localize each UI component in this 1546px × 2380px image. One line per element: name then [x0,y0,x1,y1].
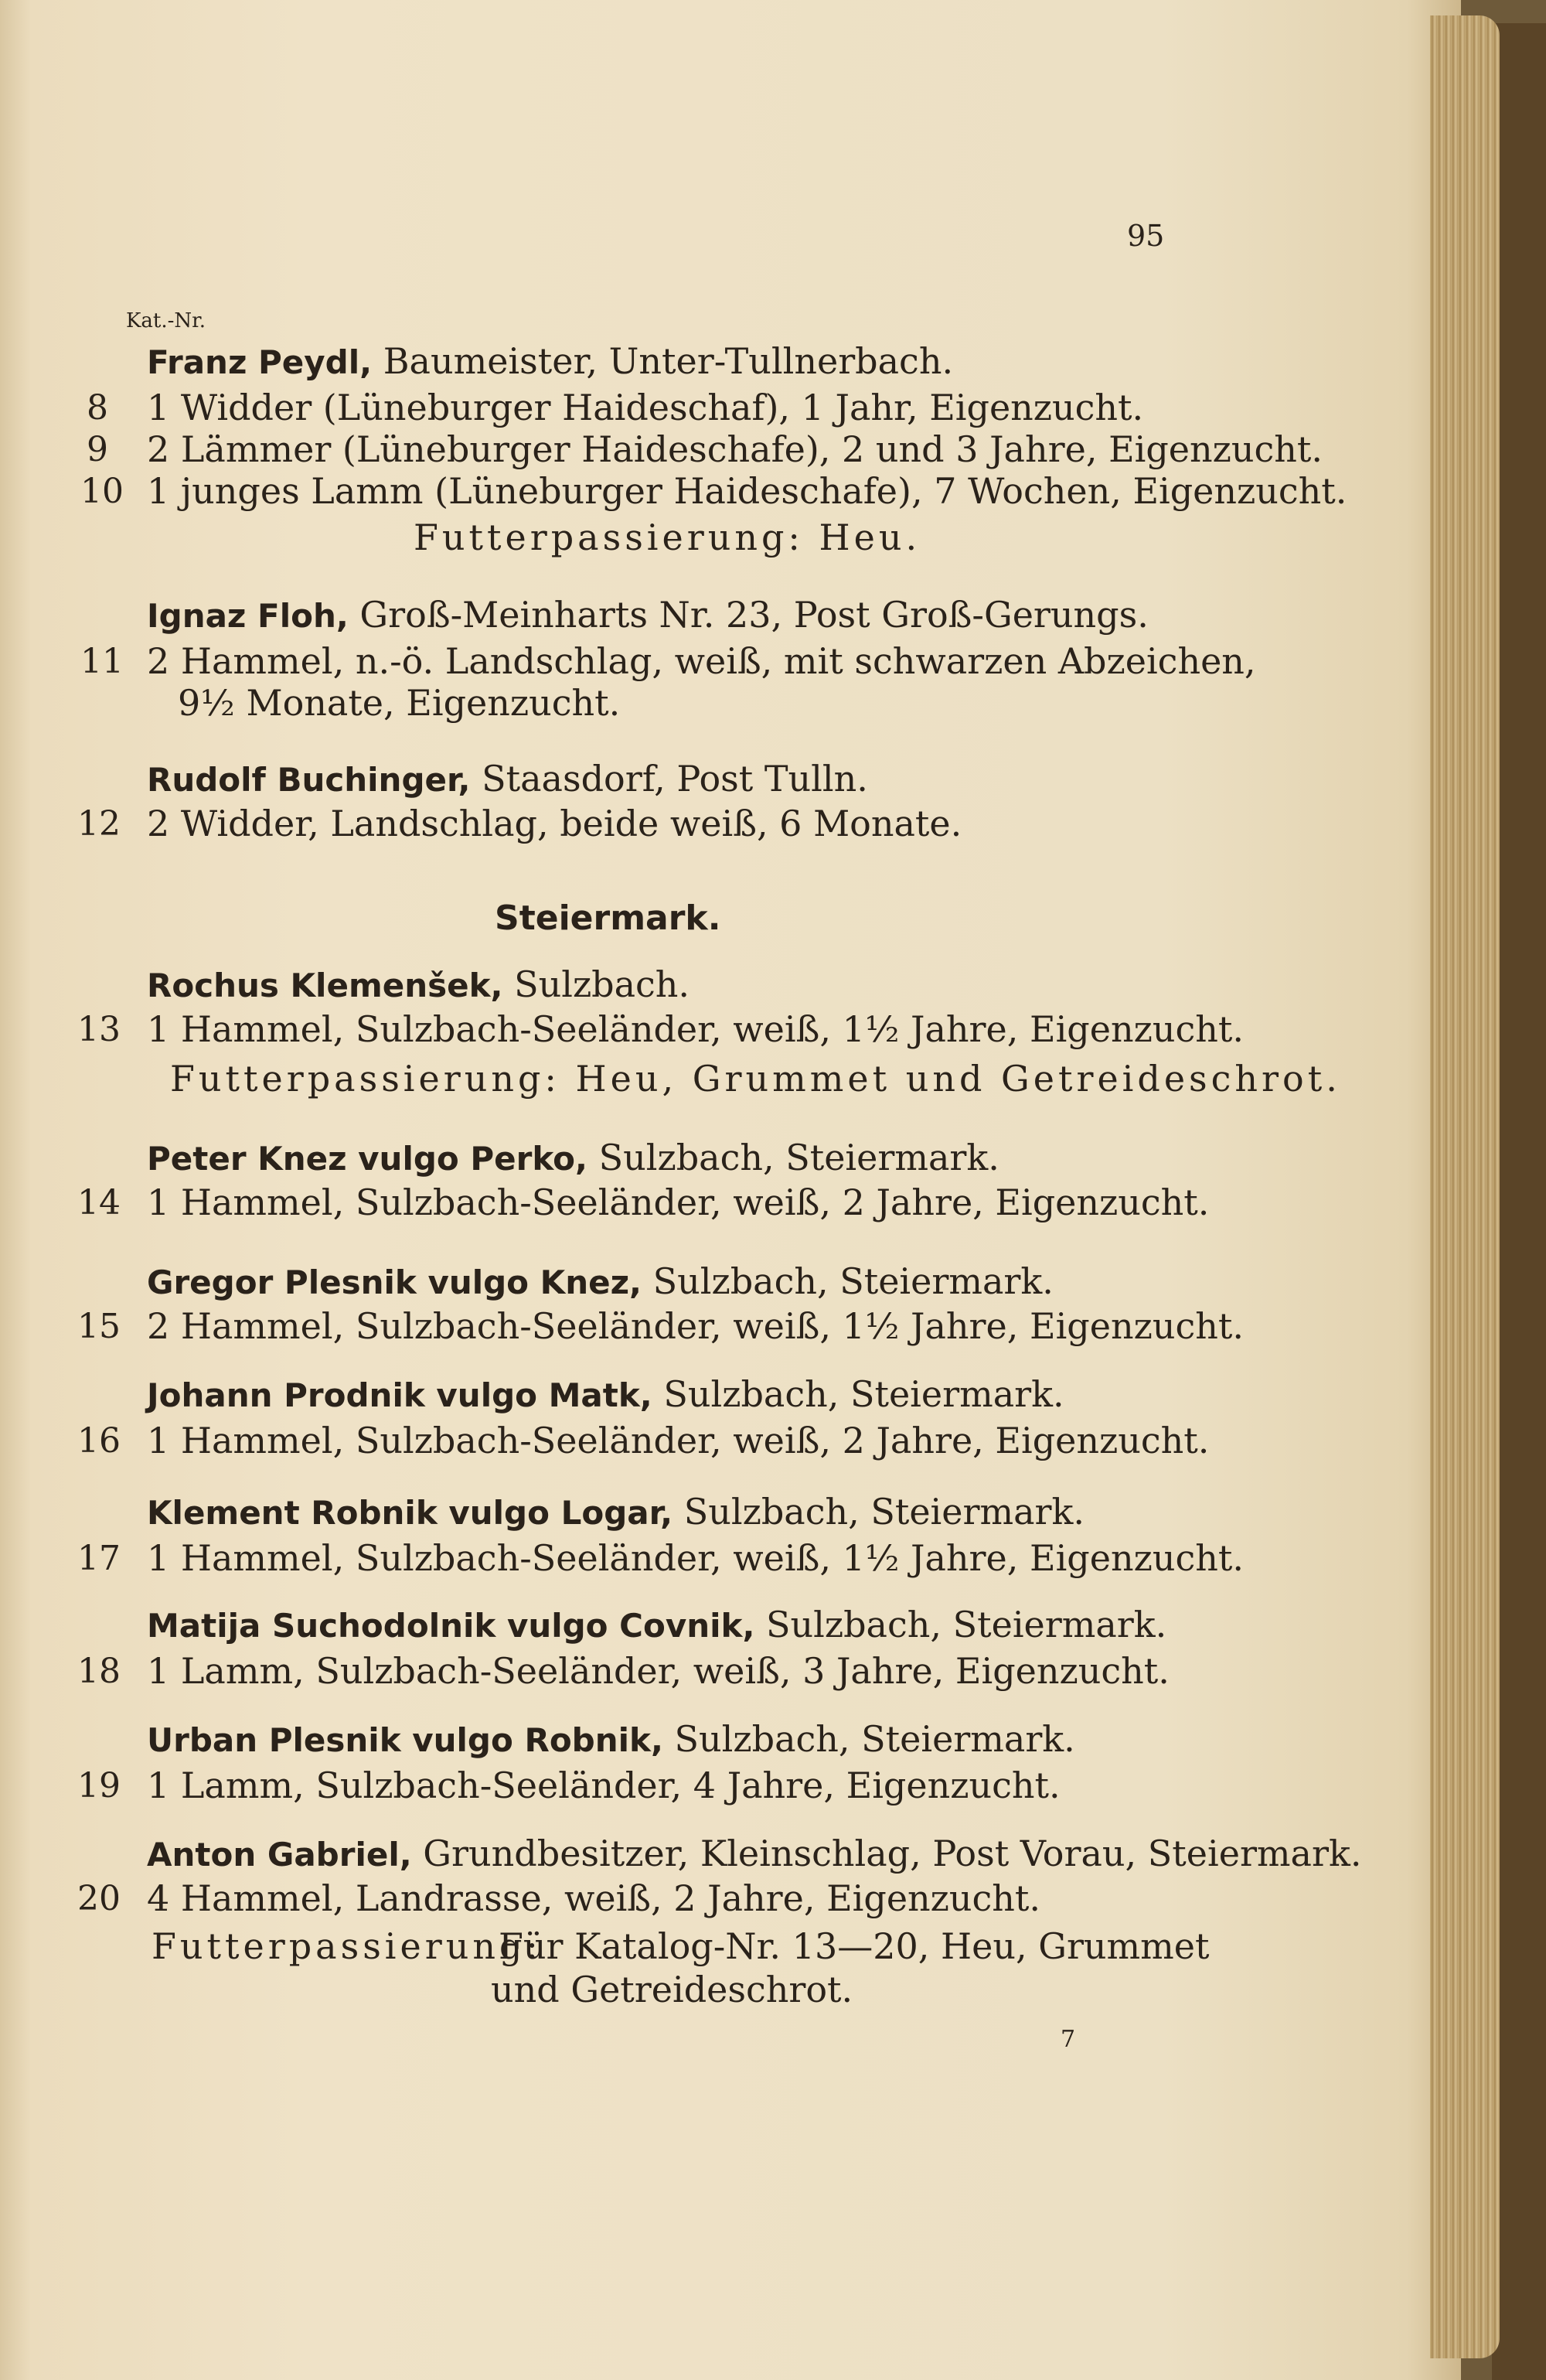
exhibitor-name: Johann Prodnik vulgo Matk, [147,1376,652,1414]
feeding-note: Futterpassierung: Heu. [414,517,921,558]
exhibitor-detail: Sulzbach, Steiermark. [587,1137,999,1178]
feeding-note: Futterpassierung: Heu, Grummet und Getreideschrot. [170,1058,1341,1100]
catalog-number: 15 [77,1307,121,1346]
section-heading: Steiermark. [495,898,721,938]
exhibitor-detail: Sulzbach. [502,963,690,1005]
catalog-number: 17 [77,1539,121,1578]
exhibitor-name: Franz Peydl, [147,343,373,381]
animal-description: 1 Hammel, Sulzbach-Seeländer, weiß, 2 Jahre, Eigenzucht. [147,1420,1210,1461]
animal-description: 1 Hammel, Sulzbach-Seeländer, weiß, 2 Jahre, Eigenzucht. [147,1181,1210,1223]
exhibitor-name: Matija Suchodolnik vulgo Covnik, [147,1607,755,1645]
exhibitor-line [147,1373,1064,1415]
catalog-number: 8 [87,388,108,428]
catalog-number: 13 [77,1010,121,1049]
catalog-number: 12 [77,804,121,844]
exhibitor-line [147,340,953,382]
catalog-number: 20 [77,1879,121,1918]
column-label: Kat.-Nr. [126,309,206,332]
exhibitor-detail: Sulzbach, Steiermark. [754,1604,1167,1645]
exhibitor-detail: Sulzbach, Steiermark. [642,1260,1054,1302]
animal-description: 2 Widder, Landschlag, beide weiß, 6 Monate. [147,803,962,844]
feeding-note: Futterpassierung: [152,1925,542,1967]
catalog-number: 19 [77,1766,121,1805]
exhibitor-line [147,1260,1054,1302]
catalog-number: 10 [80,472,124,511]
book-spine-shadow [1492,23,1546,2380]
animal-description: 1 junges Lamm (Lüneburger Haideschafe), 7 Wochen, Eigenzucht. [147,470,1347,512]
animal-description: 2 Hammel, n.-ö. Landschlag, weiß, mit schwarzen Abzeichen, [147,640,1256,682]
exhibitor-detail: Sulzbach, Steiermark. [662,1718,1075,1760]
animal-description: 1 Hammel, Sulzbach-Seeländer, weiß, 1½ Jahre, Eigenzucht. [147,1008,1244,1050]
animal-description: 4 Hammel, Landrasse, weiß, 2 Jahre, Eigenzucht. [147,1877,1041,1919]
page-edges [1430,15,1500,2358]
catalog-number: 11 [80,642,124,681]
exhibitor-name: Ignaz Floh, [147,597,349,635]
catalog-number: 18 [77,1652,121,1691]
exhibitor-name: Peter Knez vulgo Perko, [147,1140,587,1178]
exhibitor-name: Anton Gabriel, [147,1836,412,1874]
animal-description: 2 Hammel, Sulzbach-Seeländer, weiß, 1½ Jahre, Eigenzucht. [147,1305,1244,1347]
animal-description-continued: 9½ Monate, Eigenzucht. [178,682,621,724]
page-number: 95 [1127,219,1165,253]
feeding-note-detail-continued: und Getreideschrot. [491,1969,853,2010]
exhibitor-line [147,1833,1361,1874]
exhibitor-name: Klement Robnik vulgo Logar, [147,1494,673,1532]
exhibitor-detail: Sulzbach, Steiermark. [652,1373,1064,1415]
animal-description: 1 Lamm, Sulzbach-Seeländer, weiß, 3 Jahre, Eigenzucht. [147,1650,1170,1692]
catalog-number: 14 [77,1183,121,1222]
exhibitor-line [147,1491,1085,1533]
exhibitor-detail: Grundbesitzer, Kleinschlag, Post Vorau, Steiermark. [411,1833,1362,1874]
catalog-number: 9 [87,430,108,469]
exhibitor-line [147,594,1149,636]
animal-description: 1 Widder (Lüneburger Haideschaf), 1 Jahr, Eigenzucht. [147,387,1144,428]
exhibitor-name: Rochus Klemenšek, [147,967,503,1004]
exhibitor-detail: Sulzbach, Steiermark. [673,1491,1085,1533]
exhibitor-detail: Baumeister, Unter-Tullnerbach. [372,340,954,382]
exhibitor-line [147,758,868,800]
animal-description: 1 Lamm, Sulzbach-Seeländer, 4 Jahre, Eigenzucht. [147,1765,1061,1806]
exhibitor-detail: Groß-Meinharts Nr. 23, Post Groß-Gerungs. [348,594,1149,636]
exhibitor-line [147,963,690,1005]
signature-mark: 7 [1061,2026,1076,2053]
feeding-note-detail: Für Katalog-Nr. 13—20, Heu, Grummet [499,1925,1210,1967]
exhibitor-line [147,1718,1075,1760]
exhibitor-line [147,1137,999,1178]
exhibitor-detail: Staasdorf, Post Tulln. [470,758,868,800]
exhibitor-name: Urban Plesnik vulgo Robnik, [147,1721,663,1759]
exhibitor-name: Rudolf Buchinger, [147,761,471,799]
exhibitor-line [147,1604,1166,1645]
animal-description: 1 Hammel, Sulzbach-Seeländer, weiß, 1½ Jahre, Eigenzucht. [147,1537,1244,1579]
exhibitor-name: Gregor Plesnik vulgo Knez, [147,1263,642,1301]
animal-description: 2 Lämmer (Lüneburger Haideschafe), 2 und 3 Jahre, Eigenzucht. [147,428,1323,470]
catalog-number: 16 [77,1421,121,1461]
